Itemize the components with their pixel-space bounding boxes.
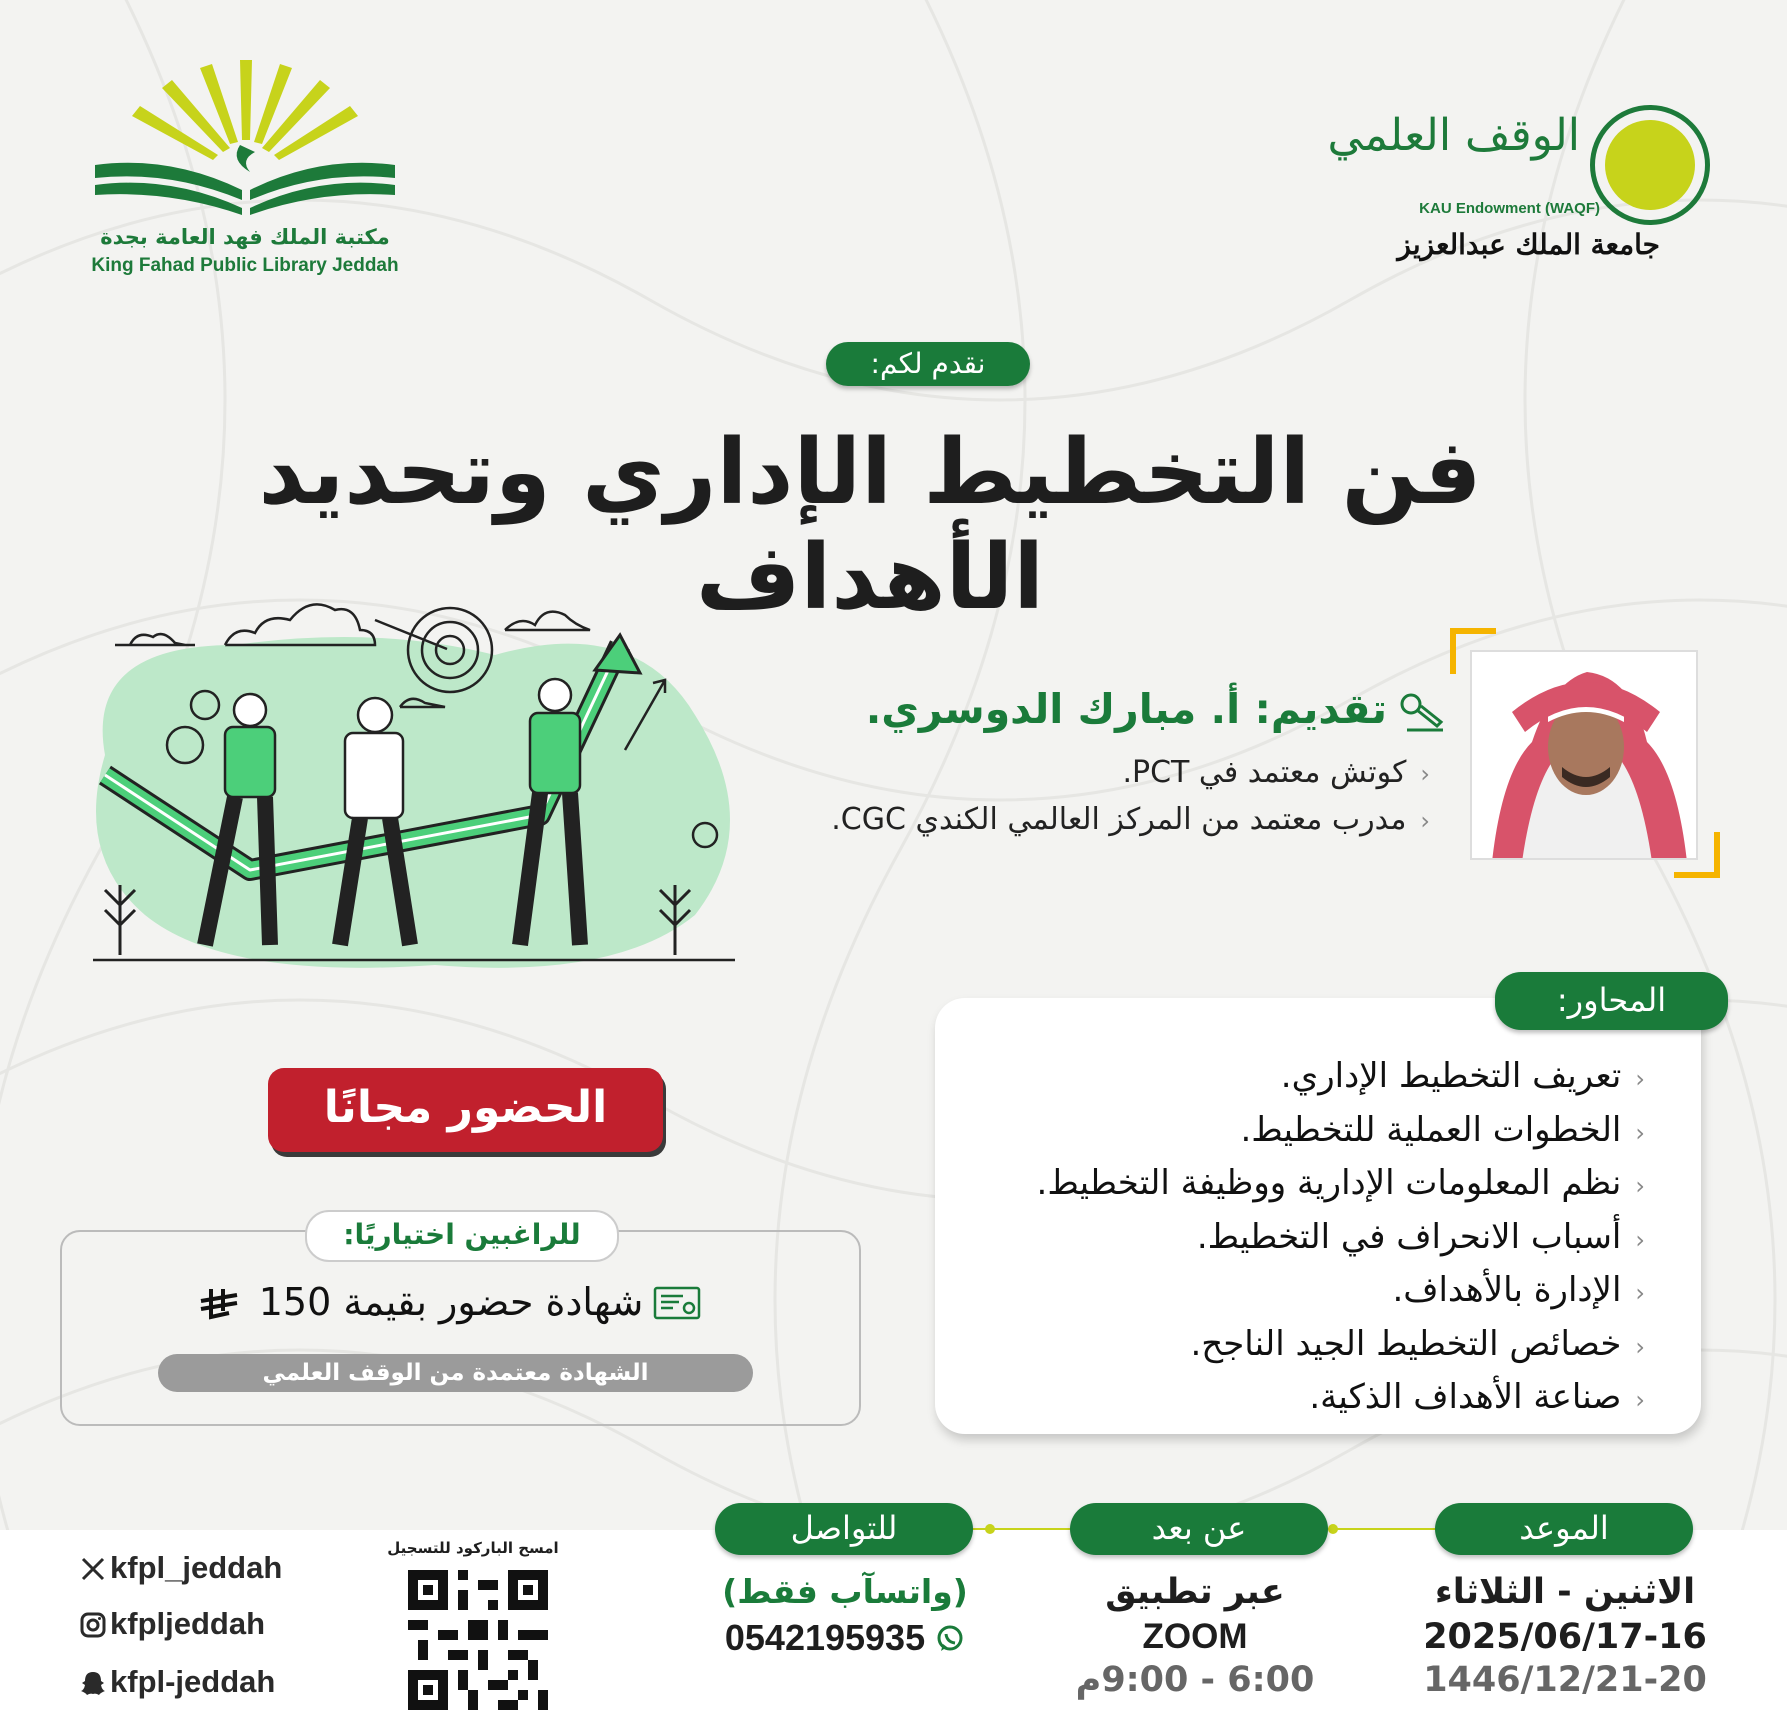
topic-item: ‹أسباب الانحراف في التخطيط. bbox=[1196, 1216, 1645, 1257]
presenter-credentials bbox=[760, 755, 1430, 849]
topics-label: المحاور: bbox=[1495, 972, 1728, 1030]
gregorian-date: 2025/06/17-16 bbox=[1423, 1617, 1707, 1657]
open-book-sunburst-icon bbox=[90, 60, 400, 220]
free-attendance-badge: الحضور مجانًا bbox=[268, 1068, 663, 1152]
page-title: فن التخطيط الإداري وتحديد الأهداف bbox=[258, 420, 1482, 630]
registration-qr-code[interactable] bbox=[408, 1570, 548, 1710]
presenter-label: تقديم: أ. مبارك الدوسري. bbox=[865, 685, 1387, 733]
event-time: 6:00 - 9:00م bbox=[1075, 1660, 1315, 1700]
teamwork-growth-illustration bbox=[75, 585, 765, 980]
credential-item: ‹كوتش معتمد في PCT. bbox=[1122, 755, 1430, 790]
waqf-name-english: KAU Endowment (WAQF) bbox=[1419, 200, 1600, 217]
zoom-app-name: ZOOM bbox=[1142, 1617, 1248, 1656]
topic-item: ‹خصائص التخطيط الجيد الناجح. bbox=[1190, 1323, 1645, 1364]
topic-item: ‹نظم المعلومات الإدارية ووظيفة التخطيط. bbox=[1036, 1163, 1645, 1203]
whatsapp-only-note: (واتسآب فقط) bbox=[722, 1572, 968, 1611]
remote-label: عن بعد bbox=[1070, 1503, 1328, 1555]
x-logo-icon bbox=[80, 1556, 106, 1582]
riyal-currency-icon bbox=[199, 1287, 239, 1323]
date-label: الموعد bbox=[1435, 1503, 1693, 1555]
topic-item: ‹الإدارة بالأهداف. bbox=[1392, 1270, 1645, 1310]
topic-item: ‹تعريف التخطيط الإداري. bbox=[1280, 1056, 1645, 1096]
topic-item: ‹الخطوات العملية للتخطيط. bbox=[1240, 1109, 1645, 1150]
phone-number[interactable]: 0542195935 bbox=[724, 1617, 926, 1658]
presents-badge: نقدم لكم: bbox=[826, 342, 1030, 386]
via-app-text: عبر تطبيق bbox=[1105, 1572, 1285, 1612]
presenter-name bbox=[850, 685, 1445, 733]
topic-item: ‹صناعة الأهداف الذكية. bbox=[1309, 1377, 1645, 1417]
chevron-icon: ‹ bbox=[1420, 760, 1430, 788]
chevron-icon: ‹ bbox=[1635, 1279, 1645, 1307]
connector-dot bbox=[985, 1524, 995, 1534]
university-name: جامعة الملك عبدالعزيز bbox=[1397, 228, 1660, 261]
chevron-icon: ‹ bbox=[1635, 1172, 1645, 1200]
kfpl-name-arabic: مكتبة الملك فهد العامة بجدة bbox=[100, 225, 390, 249]
chevron-icon: ‹ bbox=[1420, 807, 1430, 835]
frame-corner-bottom-right bbox=[1674, 832, 1720, 878]
presenter-photo-frame bbox=[1450, 628, 1720, 878]
credential-item: ‹مدرب معتمد من المركز العالمي الكندي CGC. bbox=[831, 802, 1430, 837]
certificate-text: شهادة حضور بقيمة 150 bbox=[150, 1280, 750, 1324]
chevron-icon: ‹ bbox=[1635, 1065, 1645, 1093]
microphone-icon bbox=[1397, 692, 1445, 732]
kfpl-logo bbox=[90, 60, 400, 280]
qr-label: امسح الباركود للتسجيل bbox=[387, 1539, 559, 1557]
snapchat-icon bbox=[80, 1670, 106, 1696]
chevron-icon: ‹ bbox=[1635, 1118, 1645, 1147]
waqf-emblem-icon bbox=[1590, 105, 1710, 225]
waqf-logo bbox=[1327, 100, 1710, 280]
instagram-icon bbox=[80, 1612, 106, 1638]
whatsapp-icon bbox=[935, 1624, 965, 1654]
event-days: الاثنين - الثلاثاء bbox=[1434, 1572, 1696, 1612]
chevron-icon: ‹ bbox=[1635, 1332, 1645, 1361]
contact-label: للتواصل bbox=[715, 1503, 973, 1555]
connector-dot bbox=[1328, 1524, 1338, 1534]
chevron-icon: ‹ bbox=[1635, 1225, 1645, 1254]
certificate-icon bbox=[653, 1286, 701, 1324]
topics-list bbox=[945, 1050, 1645, 1425]
kfpl-name-english: King Fahad Public Library Jeddah bbox=[91, 255, 399, 276]
social-x[interactable]: kfpl_jeddah bbox=[80, 1550, 282, 1586]
social-instagram[interactable]: kfpljeddah bbox=[80, 1606, 265, 1642]
presenter-photo bbox=[1470, 650, 1698, 860]
chevron-icon: ‹ bbox=[1635, 1386, 1645, 1414]
waqf-name-arabic: الوقف العلمي bbox=[1327, 110, 1580, 161]
certificate-optional-label: للراغبين اختياريًا: bbox=[305, 1210, 619, 1262]
whatsapp-contact[interactable] bbox=[690, 1617, 1000, 1659]
certificate-note: الشهادة معتمدة من الوقف العلمي bbox=[158, 1354, 753, 1392]
social-snapchat[interactable]: kfpl-jeddah bbox=[80, 1664, 275, 1700]
hijri-date: 1446/12/21-20 bbox=[1423, 1660, 1707, 1700]
